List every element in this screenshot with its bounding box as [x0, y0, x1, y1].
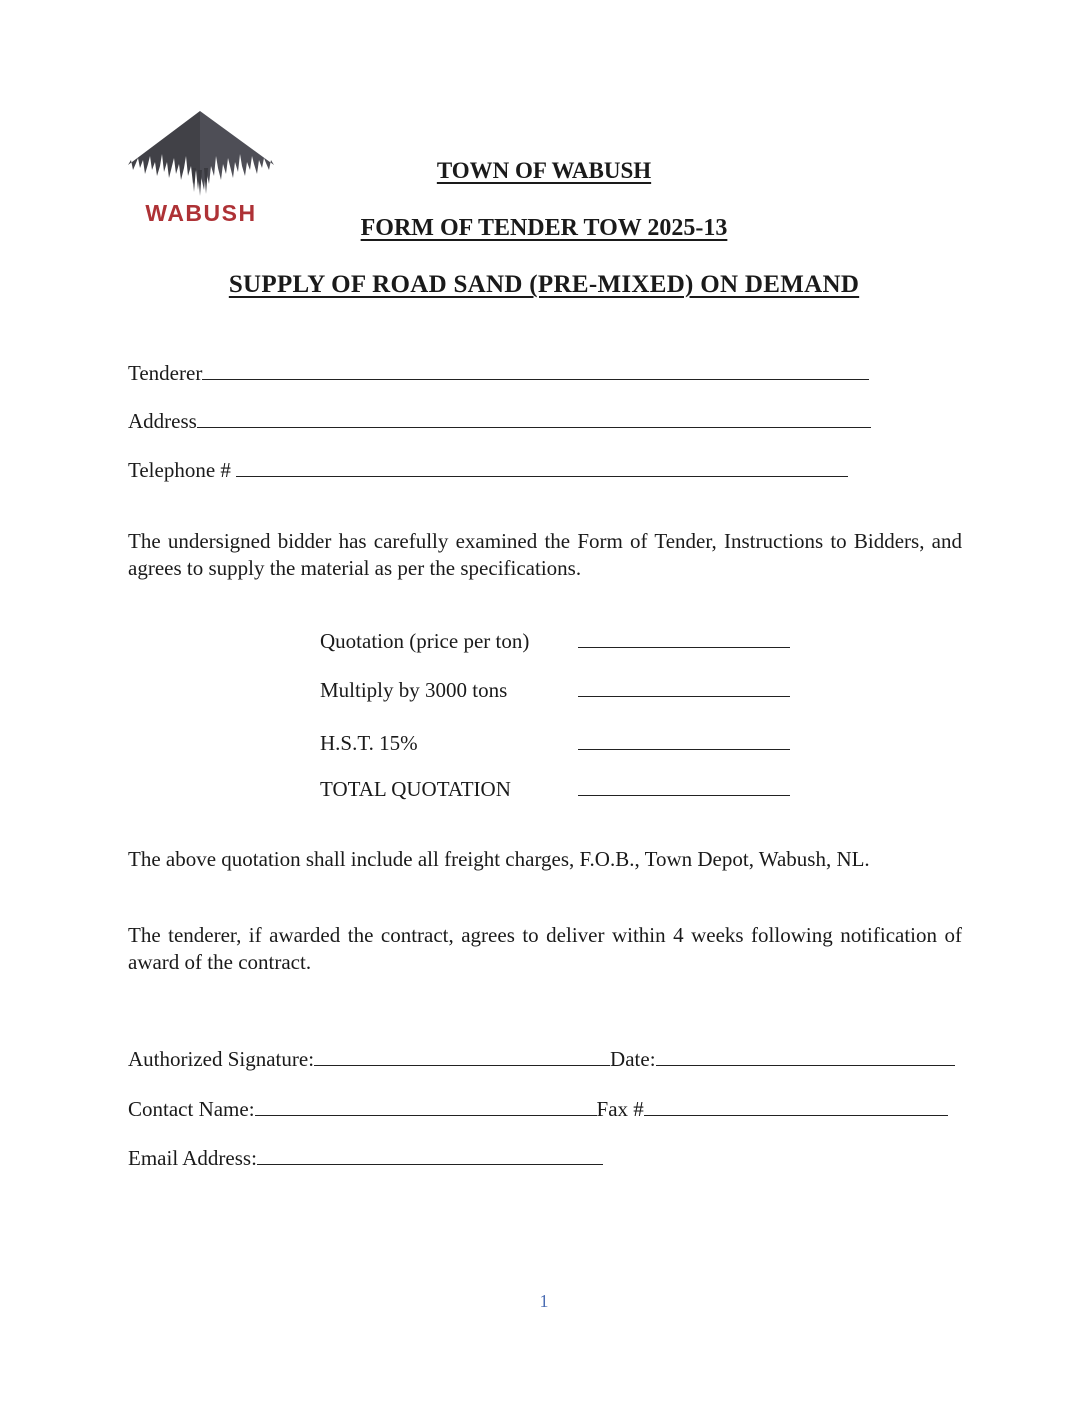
logo-wordmark: WABUSH	[145, 200, 257, 226]
date-label: Date:	[610, 1047, 656, 1071]
fax-blank-line	[644, 1094, 948, 1116]
page-title: TOWN OF WABUSH	[436, 158, 652, 183]
quotation-multiply-blank-line	[578, 675, 790, 697]
quotation-multiply-label: Multiply by 3000 tons	[320, 678, 508, 702]
delivery-paragraph: The tenderer, if awarded the contract, agrees to deliver within 4 weeks following notification of award of the contract.	[128, 923, 962, 974]
tenderer-blank-line	[202, 358, 869, 380]
contact-name-label: Contact Name:	[128, 1097, 255, 1121]
quotation-row-price	[320, 626, 790, 654]
quotation-row-multiply	[320, 675, 790, 703]
telephone-blank-line	[236, 455, 848, 477]
authorized-signature-label: Authorized Signature:	[128, 1047, 315, 1071]
address-field-row	[128, 406, 871, 434]
tender-number-title: FORM OF TENDER TOW 2025-13	[360, 215, 728, 241]
quotation-hst-blank-line	[578, 728, 790, 750]
quotation-row-hst	[320, 728, 790, 756]
email-address-label: Email Address:	[128, 1146, 257, 1170]
telephone-label: Telephone #	[128, 458, 231, 482]
quotation-row-total	[320, 774, 790, 802]
address-label: Address	[128, 409, 197, 433]
quotation-hst-label: H.S.T. 15%	[320, 731, 418, 755]
fax-label: Fax #	[596, 1097, 644, 1121]
email-address-row	[128, 1143, 603, 1171]
telephone-field-row	[128, 455, 848, 483]
authorized-signature-blank-line	[314, 1044, 610, 1066]
contact-name-blank-line	[255, 1094, 597, 1116]
quotation-price-label: Quotation (price per ton)	[320, 629, 530, 653]
quotation-total-blank-line	[578, 774, 790, 796]
quotation-total-label: TOTAL QUOTATION	[320, 777, 511, 801]
date-blank-line	[656, 1044, 955, 1066]
tender-subject-title: SUPPLY OF ROAD SAND (PRE-MIXED) ON DEMAND	[228, 271, 860, 298]
tenderer-field-row	[128, 358, 869, 386]
authorized-signature-row	[128, 1044, 955, 1072]
quotation-price-blank-line	[578, 626, 790, 648]
intro-paragraph: The undersigned bidder has carefully examined the Form of Tender, Instructions to Bidders, and agrees to supply the material as per the specifications.	[128, 529, 962, 580]
address-blank-line	[197, 406, 871, 428]
page-number: 1	[539, 1291, 549, 1311]
freight-paragraph: The above quotation shall include all freight charges, F.O.B., Town Depot, Wabush, NL.	[128, 847, 870, 871]
contact-name-row	[128, 1094, 948, 1122]
tenderer-label: Tenderer	[128, 361, 203, 385]
email-blank-line	[257, 1143, 603, 1165]
